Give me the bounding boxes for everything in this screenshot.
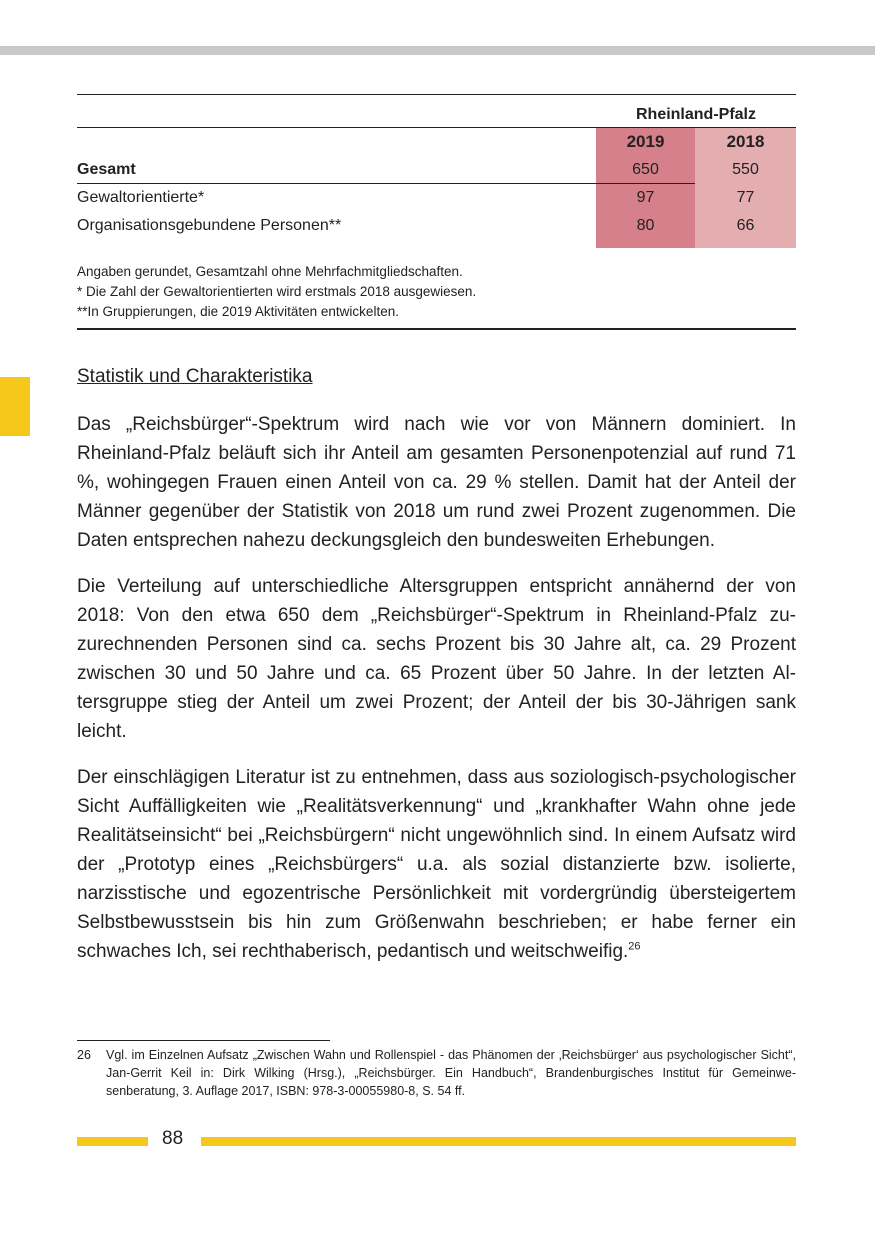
table-notes (77, 248, 796, 328)
side-yellow-tab (0, 377, 30, 436)
paragraph-3 (77, 763, 796, 966)
statistics-table (77, 94, 796, 330)
footer-bar-left (77, 1137, 148, 1146)
cell-gewaltorientierte-2018: 77 (695, 184, 796, 212)
table-note: Angaben gerundet, Gesamtzahl ohne Mehrfachmitgliedschaften. (77, 264, 463, 279)
cell-organisationsgebundene-2018: 66 (695, 212, 796, 240)
footer-bar-right (201, 1137, 796, 1146)
year-header-2018: 2018 (695, 128, 796, 156)
cell-gewaltorientierte-2019: 97 (596, 184, 695, 212)
table-region-row (77, 95, 796, 127)
table-row (77, 184, 796, 212)
cell-gesamt-2018: 550 (695, 156, 796, 184)
row-label-gesamt: Gesamt (77, 161, 136, 178)
table-bottom-rule (77, 328, 796, 330)
footnote-rule (77, 1040, 330, 1041)
cell-gesamt-2019: 650 (596, 156, 695, 184)
table-note: * Die Zahl der Gewaltorientierten wird erstmals 2018 ausgewiesen. (77, 284, 477, 299)
footnote-text: Vgl. im Einzelnen Aufsatz „Zwischen Wahn und Rollenspiel - das Phänomen der ‚Reichsbürger‘ aus psychologischer Sicht“, Jan-Gerrit Keil in: Dirk Wilking (Hrsg.), „Reichsbürger. Ein Handbuch“, Brandenburgisches Institut für Gemeinwesenberatung, 3. Auflage 2017, ISBN: 978-3-00055980-8, S. 54 ff. (106, 1048, 796, 1098)
region-header: Rheinland-Pfalz (635, 106, 756, 123)
table-row (77, 212, 796, 240)
cell-organisationsgebundene-2019: 80 (596, 212, 695, 240)
table-note: **In Gruppierungen, die 2019 Aktivitäten entwickelten. (77, 304, 399, 319)
table-year-header-row (77, 128, 796, 156)
row-label-organisationsgebundene: Organisationsgebundene Personen** (77, 217, 342, 234)
footnote-reference[interactable]: 26 (628, 940, 641, 953)
paragraph-2: Die Verteilung auf unterschiedliche Altersgruppen entspricht annähernd der von 2018: Von den etwa 650 dem „Reichsbürger“-Spektrum in Rheinland-Pfalz zuzurechnenden Personen sind ca. sechs Prozent bis 30 Jahre alt, ca. 29 Prozent zwischen 30 und 50 Jahre und ca. 65 Prozent über 50 Jahre. In der letzten Altersgruppe stieg der Anteil um zwei Prozent; der Anteil der bis 30-Jährigen sank leicht. (77, 576, 796, 742)
row-label-gewaltorientierte: Gewaltorientierte* (77, 189, 205, 206)
footnote-number: 26 (77, 1048, 91, 1062)
top-gray-band (0, 46, 875, 55)
tail-2019 (596, 240, 695, 248)
table-row (77, 156, 796, 184)
page-number: 88 (162, 1128, 184, 1149)
section-heading: Statistik und Charakteristika (77, 366, 313, 387)
body-text (77, 410, 796, 983)
table-color-tail (77, 240, 796, 248)
paragraph-3-text: Der einschlägigen Literatur ist zu entnehmen, dass aus soziologisch-psychologischer Sicht Auffälligkeiten wie „Realitätsverkennung“ und „krankhafter Wahn ohne jede Realitätseinsicht“ bei „Reichsbürgern“ nicht ungewöhnlich sind. In einem Aufsatz wird der „Prototyp eines „Reichsbürgers“ u.a. als sozial distanzierte bzw. isolierte, narzisstische und egozentrische Persönlichkeit mit vordergründig übersteigertem Selbstbewusstsein bis hin zum Größenwahn beschrieben; er habe ferner ein schwaches Ich, sei rechthaberisch, pedantisch und weitschweifig. (77, 767, 796, 962)
year-header-2019: 2019 (596, 128, 695, 156)
footnote (77, 1046, 796, 1100)
tail-2018 (695, 240, 796, 248)
paragraph-1: Das „Reichsbürger“-Spektrum wird nach wie vor von Männern dominiert. In Rheinland-Pfalz beläuft sich ihr Anteil am gesamten Personenpotenzial auf rund 71 %, wohingegen Frauen einen Anteil von ca. 29 % stellen. Damit hat der Anteil der Männer gegenüber der Statistik von 2018 um rund zwei Prozent zugenommen. Die Daten entsprechen nahezu deckungsgleich den bundesweiten Erhebungen. (77, 414, 796, 551)
